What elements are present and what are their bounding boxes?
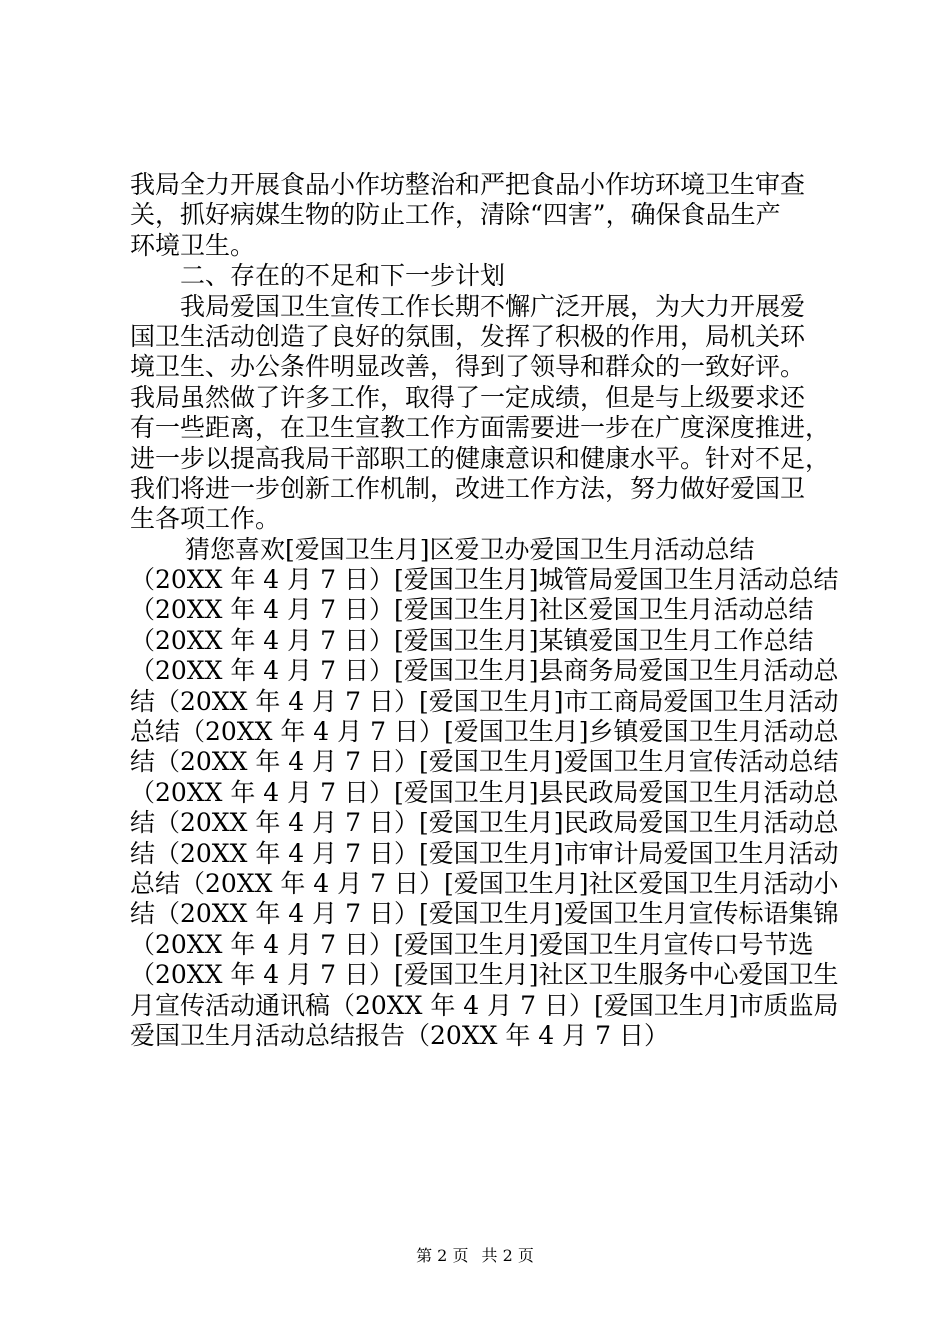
related-links-line: 结（20XX 年 4 月 7 日）[爱国卫生月]爱国卫生月宣传活动总结 (130, 747, 839, 777)
related-links-line: （20XX 年 4 月 7 日）[爱国卫生月]县商务局爱国卫生月活动总 (130, 656, 839, 686)
paragraph-line: 环境卫生。 (130, 230, 256, 260)
related-links-line: 结（20XX 年 4 月 7 日）[爱国卫生月]市审计局爱国卫生月活动 (130, 838, 839, 868)
related-links-line: （20XX 年 4 月 7 日）[爱国卫生月]社区爱国卫生月活动总结 (130, 595, 814, 625)
section-heading: 二、存在的不足和下一步计划 (180, 261, 506, 291)
paragraph-line: 生各项工作。 (130, 504, 281, 534)
related-links-line: 结（20XX 年 4 月 7 日）[爱国卫生月]爱国卫生月宣传标语集锦 (130, 899, 839, 929)
paragraph-line: 关，抓好病媒生物的防止工作，清除“四害”，确保食品生产 (130, 200, 781, 230)
related-links-line: 总结（20XX 年 4 月 7 日）[爱国卫生月]社区爱国卫生月活动小 (130, 868, 839, 898)
related-links-line: 结（20XX 年 4 月 7 日）[爱国卫生月]市工商局爱国卫生月活动 (130, 686, 839, 716)
paragraph-line: 我局爱国卫生宣传工作长期不懈广泛开展，为大力开展爱 (180, 291, 806, 321)
related-links-line: 总结（20XX 年 4 月 7 日）[爱国卫生月]乡镇爱国卫生月活动总 (130, 717, 839, 747)
related-links-line: （20XX 年 4 月 7 日）[爱国卫生月]社区卫生服务中心爱国卫生 (130, 960, 839, 990)
document-body (130, 170, 839, 1051)
page-total: 共 2 页 (481, 1246, 534, 1265)
paragraph-line: 我们将进一步创新工作机制，改进工作方法，努力做好爱国卫 (130, 473, 806, 503)
related-links-line: 爱国卫生月活动总结报告（20XX 年 4 月 7 日） (130, 1020, 669, 1050)
paragraph-line: 国卫生活动创造了良好的氛围，发挥了积极的作用，局机关环 (130, 321, 806, 351)
related-links-line: 猜您喜欢[爱国卫生月]区爱卫办爱国卫生月活动总结 (185, 534, 755, 564)
related-links-line: （20XX 年 4 月 7 日）[爱国卫生月]爱国卫生月宣传口号节选 (130, 929, 814, 959)
paragraph-line: 进一步以提高我局干部职工的健康意识和健康水平。针对不足， (130, 443, 831, 473)
paragraph-line: 我局虽然做了许多工作，取得了一定成绩，但是与上级要求还 (130, 382, 806, 412)
related-links-line: （20XX 年 4 月 7 日）[爱国卫生月]城管局爱国卫生月活动总结 (130, 565, 839, 595)
related-links-line: 结（20XX 年 4 月 7 日）[爱国卫生月]民政局爱国卫生月活动总 (130, 808, 839, 838)
paragraph-line: 有一些距离，在卫生宣教工作方面需要进一步在广度深度推进， (130, 413, 831, 443)
related-links-line: （20XX 年 4 月 7 日）[爱国卫生月]某镇爱国卫生月工作总结 (130, 625, 814, 655)
paragraph-line: 我局全力开展食品小作坊整治和严把食品小作坊环境卫生审查 (130, 170, 806, 199)
page-number: 第 2 页 (416, 1246, 469, 1265)
related-links-line: （20XX 年 4 月 7 日）[爱国卫生月]县民政局爱国卫生月活动总 (130, 777, 839, 807)
paragraph-line: 境卫生、办公条件明显改善，得到了领导和群众的一致好评。 (130, 352, 806, 382)
related-links-line: 月宣传活动通讯稿（20XX 年 4 月 7 日）[爱国卫生月]市质监局 (130, 990, 839, 1020)
page-footer (0, 1243, 950, 1266)
